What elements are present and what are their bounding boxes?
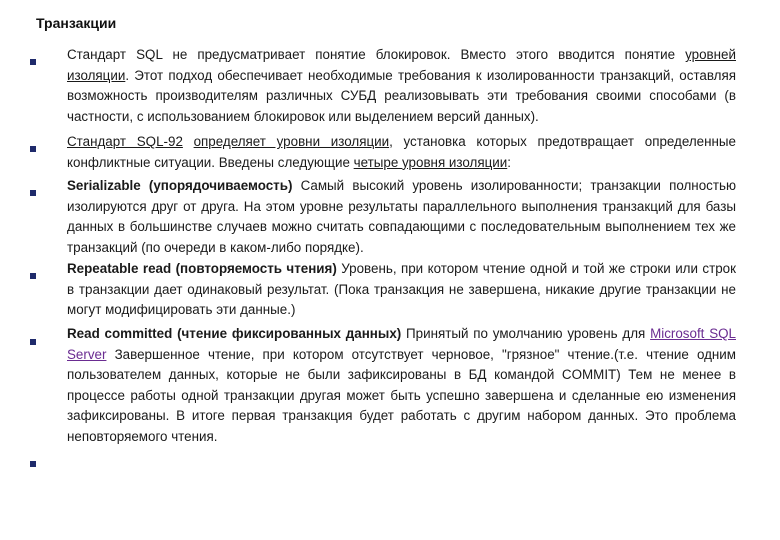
term-repeatable-read: Repeatable read (повторяемость чтения): [67, 261, 337, 276]
microsoft-sql-server-link[interactable]: Microsoft SQL Server: [67, 326, 736, 362]
text: :: [507, 154, 511, 170]
text: Стандарт SQL не предусматривает понятие блокировок. Вместо этого вводится понятие: [67, 47, 686, 62]
term-defines-levels: определяет уровни изоляции: [193, 134, 390, 149]
bullet-icon: [30, 146, 36, 152]
bullet-icon: [30, 190, 36, 196]
bullet-icon: [30, 59, 36, 65]
paragraph-repeatable-read: [67, 259, 736, 321]
bullet-icon: [30, 339, 36, 345]
bullet-icon: [30, 273, 36, 279]
paragraph-isolation-levels: [67, 45, 736, 127]
text: , установка которых предотвращает определенные конфликтные ситуации. Введены следующие: [67, 134, 736, 170]
slide-title: Транзакции: [36, 15, 117, 31]
text: . Этот подход обеспечивает необходимые требования к изолированности транзакций, оставляя возможность производителям различных СУБД реализовывать эти требования своими способами (в частности, с использованием блокировок или выделением версий данных).: [67, 67, 736, 124]
text: Уровень, при котором чтение одной и той же строки или строк в транзакции дает одинаковый результат. (Пока транзакция не завершена, никакие другие транзакции не могут модифицировать эти данные.): [67, 261, 736, 318]
text: Завершенное чтение, при котором отсутствует черновое, "грязное" чтение.(т.е. чтение одним пользователем данных, которые не были зафиксированы в БД командой COMMIT) Тем не менее в процессе работы одной транзакции другая может быть успешно завершена и сделанные ею изменения зафиксированы. В итоге первая транзакция будет работать с другим набором данных. Это проблема неповторяемого чтения.: [67, 346, 736, 444]
text: [183, 134, 194, 149]
term-four-levels: четыре уровня изоляции: [353, 154, 508, 170]
paragraph-serializable: [67, 176, 736, 258]
term-serializable: Serializable (упорядочиваемость): [67, 178, 293, 193]
bullet-icon: [30, 461, 36, 467]
paragraph-read-committed: [67, 324, 736, 448]
paragraph-sql92: [67, 132, 736, 173]
text: Самый высокий уровень изолированности; транзакции полностью изолируются друг от друга. На этом уровне результаты параллельного выполнения транзакций для базы данных в большинстве случаев можно считать совпадающими с последовательным выполнением тех же транзакций (по очереди в каком-либо порядке).: [67, 178, 736, 255]
term-isolation-levels: уровней изоляции: [67, 47, 736, 83]
term-read-committed: Read committed (чтение фиксированных данных): [67, 326, 402, 341]
text: Принятый по умолчанию уровень для: [401, 326, 651, 341]
term-sql92: Стандарт SQL-92: [67, 134, 183, 149]
